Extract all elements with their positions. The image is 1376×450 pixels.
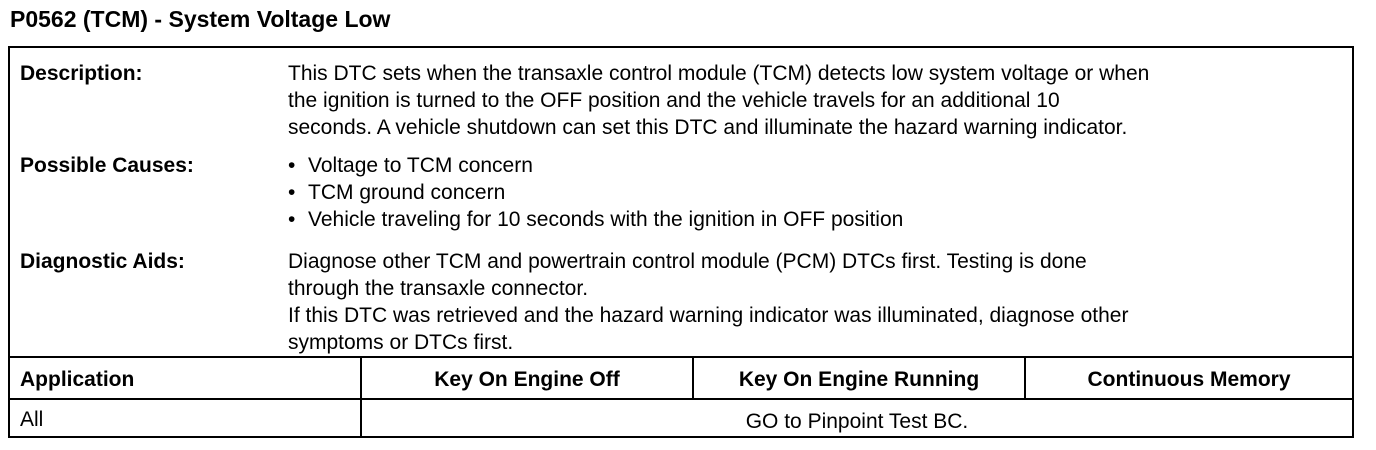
cause-text: TCM ground concern — [308, 181, 506, 204]
description-line: This DTC sets when the transaxle control module (TCM) detects low system voltage or when — [288, 62, 1150, 85]
page-title: P0562 (TCM) - System Voltage Low — [10, 6, 391, 32]
cell-action: GO to Pinpoint Test BC. — [745, 410, 969, 433]
header-application: Application — [20, 368, 135, 391]
row-divider — [10, 398, 1352, 400]
description-label: Description: — [20, 62, 143, 85]
bullet-icon: • — [288, 154, 296, 177]
diagnostic-aids-text — [288, 248, 1128, 356]
header-key-on-engine-off: Key On Engine Off — [434, 368, 620, 391]
application-table — [10, 356, 1352, 436]
cause-text: Vehicle traveling for 10 seconds with the ignition in OFF position — [308, 208, 904, 231]
description-line: seconds. A vehicle shutdown can set this DTC and illuminate the hazard warning indicator. — [288, 116, 1128, 139]
cell-application: All — [20, 408, 44, 431]
aids-line: If this DTC was retrieved and the hazard warning indicator was illuminated, diagnose other — [288, 304, 1129, 327]
diagnostic-aids-label: Diagnostic Aids: — [20, 250, 185, 273]
list-item — [288, 179, 903, 206]
aids-line: Diagnose other TCM and powertrain control module (PCM) DTCs first. Testing is done — [288, 250, 1087, 273]
bullet-icon: • — [288, 208, 296, 231]
list-item — [288, 206, 903, 233]
aids-line: symptoms or DTCs first. — [288, 331, 514, 354]
header-continuous-memory: Continuous Memory — [1087, 368, 1291, 391]
header-key-on-engine-running: Key On Engine Running — [738, 368, 980, 391]
description-line: the ignition is turned to the OFF position and the vehicle travels for an additional 10 — [288, 89, 1060, 112]
dtc-info-box — [8, 46, 1354, 438]
list-item — [288, 152, 903, 179]
bullet-icon: • — [288, 181, 296, 204]
aids-line: through the transaxle connector. — [288, 277, 589, 300]
possible-causes-list — [288, 152, 903, 233]
cause-text: Voltage to TCM concern — [308, 154, 533, 177]
description-text — [288, 60, 1149, 141]
possible-causes-label: Possible Causes: — [20, 154, 194, 177]
